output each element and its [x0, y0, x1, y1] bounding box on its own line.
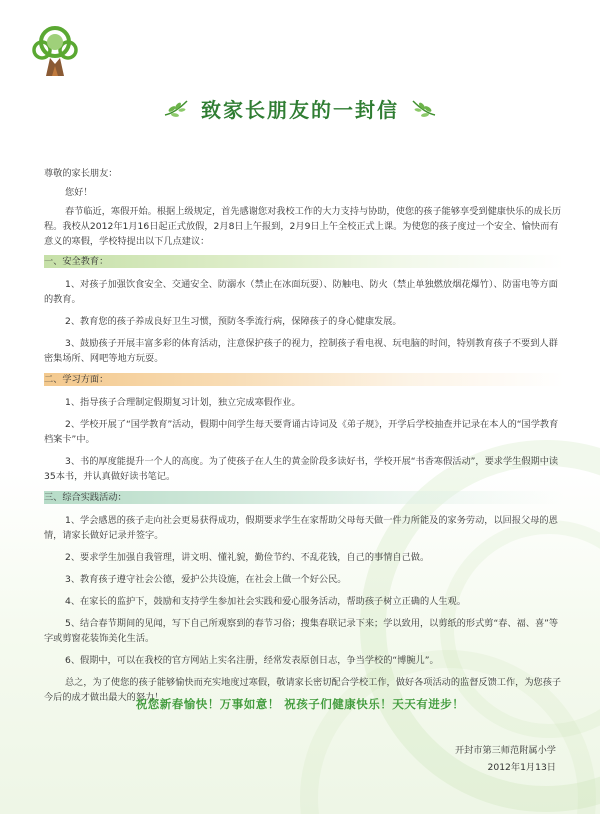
list-item: 1、对孩子加强饮食安全、交通安全、防溺水（禁止在冰面玩耍）、防触电、防火（禁止单独燃放烟花爆竹）、防雷电等方面的教育。	[44, 279, 558, 305]
letter-body	[44, 166, 564, 709]
leaf-sprig-icon	[411, 97, 437, 119]
list-item: 2、学校开展了“国学教育”活动，假期中间学生每天要背诵古诗词及《弟子规》，开学后学校抽查并记录在本人的“国学教育档案卡”中。	[44, 419, 559, 445]
salutation: 尊敬的家长朋友：	[44, 168, 118, 179]
list-item: 2、教育您的孩子养成良好卫生习惯，预防冬季流行病，保障孩子的身心健康发展。	[65, 316, 402, 327]
closing-paragraph: 总之，为了使您的孩子能够愉快而充实地度过寒假，敬请家长密切配合学校工作，做好各项活动的监督反馈工作，为您孩子今后的成才做出最大的努力！	[44, 677, 562, 703]
list-item: 1、学会感恩的孩子走向社会更易获得成功，假期要求学生在家帮助父母每天做一件力所能及的家务劳动，以回报父母的恩情，请家长做好记录并签字。	[44, 515, 558, 541]
list-item: 3、教育孩子遵守社会公德，爱护公共设施，在社会上做一个好公民。	[65, 574, 347, 585]
section-heading-safety: 一、安全教育：	[44, 255, 564, 268]
list-item: 3、鼓励孩子开展丰富多彩的体育活动，注意保护孩子的视力，控制孩子看电视、玩电脑的时间，特别教育孩子不要到人群密集场所、网吧等地方玩耍。	[44, 338, 558, 364]
letter-date: 2012年1月13日	[487, 762, 556, 773]
holiday-wishes: 祝您新春愉快！万事如意！ 祝孩子们健康快乐！天天有进步！	[135, 697, 465, 711]
list-item: 4、在家长的监护下，鼓励和支持学生参加社会实践和爱心服务活动，帮助孩子树立正确的人生观。	[65, 596, 466, 607]
greeting: 您好！	[65, 187, 93, 198]
title-bar	[0, 92, 600, 124]
page-title: 致家长朋友的一封信	[201, 97, 399, 122]
list-item: 6、假期中，可以在我校的官方网站上实名注册，经常发表原创日志，争当学校的“博腕儿”。	[65, 655, 439, 666]
leaf-sprig-icon	[163, 97, 189, 119]
list-item: 3、书的厚度能提升一个人的高度。为了使孩子在人生的黄金阶段多读好书，学校开展“书香寒假活动”，要求学生假期中读35本书，并认真做好读书笔记。	[44, 456, 559, 482]
tree-logo-icon	[30, 22, 80, 78]
list-item: 1、指导孩子合理制定假期复习计划，独立完成寒假作业。	[65, 397, 301, 408]
section-heading-practice: 三、综合实践活动：	[44, 491, 564, 504]
section-heading-study: 二、学习方面：	[44, 373, 564, 386]
list-item: 2、要求学生加强自我管理，讲文明、懂礼貌，勤俭节约、不乱花钱，自己的事情自己做。	[65, 552, 430, 563]
school-name: 开封市第三师范附属小学	[454, 745, 556, 756]
list-item: 5、结合春节期间的见闻，写下自己所观察到的春节习俗；搜集春联记录下来；学以致用，以剪纸的形式剪“春、福、喜”等字或剪窗花装饰美化生活。	[44, 618, 559, 644]
intro-paragraph: 春节临近，寒假开始。根据上级规定，首先感谢您对我校工作的大力支持与协助，使您的孩子能够享受到健康快乐的成长历程。我校从2012年1月16日起正式放假，2月8日上午报到，2月9日上午全校正式上课。为使您的孩子度过一个安全、愉快而有意义的寒假，学校特提出以下几点建议：	[44, 206, 562, 247]
signature-block	[455, 742, 556, 776]
